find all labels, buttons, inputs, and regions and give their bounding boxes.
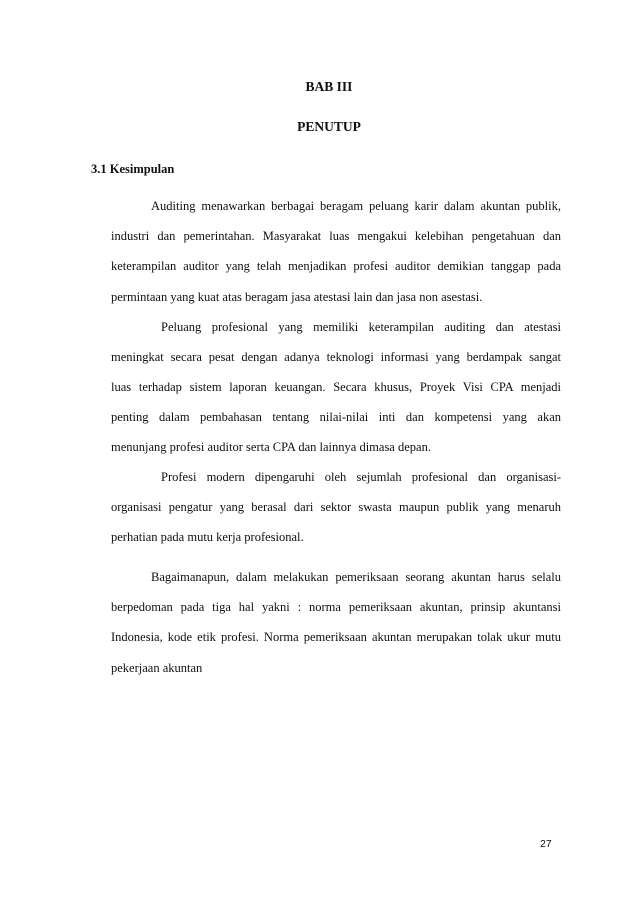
paragraph-line: organisasi pengatur yang berasal dari sektor swasta maupun publik yang menaruh <box>111 500 561 514</box>
paragraph-line: penting dalam pembahasan tentang nilai-nilai inti dan kompetensi yang akan <box>111 410 561 424</box>
paragraph-line: pekerjaan akuntan <box>111 661 203 675</box>
paragraph-line: Peluang profesional yang memiliki keterampilan auditing dan atestasi <box>161 320 561 334</box>
paragraph-line: keterampilan auditor yang telah menjadikan profesi auditor demikian tanggap pada <box>111 259 561 273</box>
paragraph-line: Bagaimanapun, dalam melakukan pemeriksaan seorang akuntan harus selalu <box>151 570 561 584</box>
chapter-title: PENUTUP <box>297 119 361 134</box>
paragraph-line: Profesi modern dipengaruhi oleh sejumlah profesional dan organisasi- <box>161 470 561 484</box>
page-number: 27 <box>540 838 552 850</box>
paragraph-line: luas terhadap sistem laporan keuangan. Secara khusus, Proyek Visi CPA menjadi <box>111 380 561 394</box>
paragraph-line: industri dan pemerintahan. Masyarakat luas mengakui kelebihan pengetahuan dan <box>111 229 561 243</box>
paragraph-line: Indonesia, kode etik profesi. Norma pemeriksaan akuntan merupakan tolak ukur mutu <box>111 630 561 644</box>
paragraph-line: menunjang profesi auditor serta CPA dan lainnya dimasa depan. <box>111 440 431 454</box>
paragraph-line: permintaan yang kuat atas beragam jasa atestasi lain dan jasa non asestasi. <box>111 290 483 304</box>
section-heading: 3.1 Kesimpulan <box>91 162 175 176</box>
paragraph-line: Auditing menawarkan berbagai beragam peluang karir dalam akuntan publik, <box>151 199 561 213</box>
chapter-number: BAB III <box>305 79 353 94</box>
paragraph-line: berpedoman pada tiga hal yakni : norma pemeriksaan akuntan, prinsip akuntansi <box>111 600 561 614</box>
paragraph-line: perhatian pada mutu kerja profesional. <box>111 530 304 544</box>
paragraph-line: meningkat secara pesat dengan adanya teknologi informasi yang berdampak sangat <box>111 350 561 364</box>
